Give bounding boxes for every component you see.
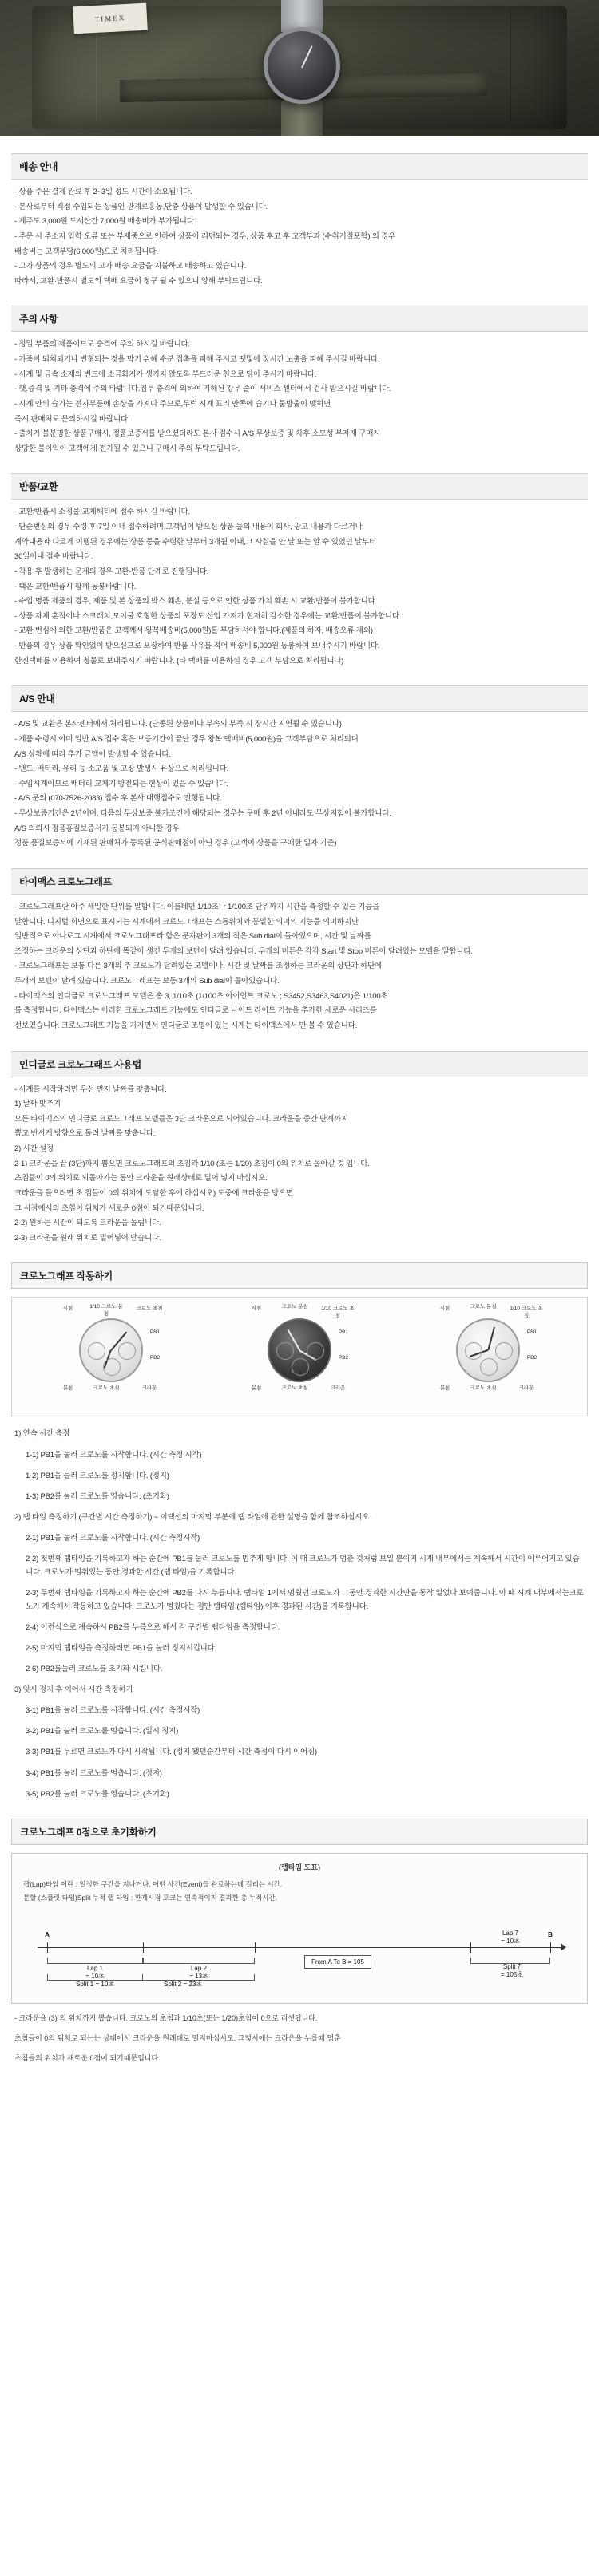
label-chrono-second-2: 크로노 초침 [93, 1385, 120, 1392]
label-hour-hand: 시침 [251, 1306, 262, 1312]
label-tenth-minute: 1/10 크로노 분침 [89, 1304, 123, 1317]
label-crown: 크라운 [141, 1385, 157, 1392]
label-chrono-second: 크로노 초침 [136, 1306, 163, 1312]
tick-lap7 [470, 1942, 471, 1953]
dial-diagram-3 [428, 1306, 548, 1409]
instruction-item: 1-3) PB2를 눌러 크로노를 영습니다. (초기화) [26, 1491, 169, 1501]
watch-face-icon [268, 1318, 331, 1382]
axis-arrow-icon [561, 1943, 566, 1951]
hero-product-image [0, 0, 599, 136]
label-pb2: PB2 [149, 1355, 161, 1361]
section-body-as: - A/S 및 교환은 본사센터에서 처리됩니다. (단종된 상품이나 부속외 부족 시 장시간 지연될 수 있습니다) - 제품 수령시 이미 일반 A/S 접수 혹은 보증기간이 끝난 경우 왕복 택배비(5,000원)을 고객부담으로 처리되며 A/S 상황에 따라 추가 금액이 발생할 수 있습니다. - 밴드, 배터리, 유리 등 소모품 및 고장 발생시 유상으로 처리됩니다. - 수입시계이므로 배터리 교체기 방전되는 현상이 있을 수 있습니다. - A/S 문의 (070-7526-2083) 접수 후 본사 대행접수로 진행됩니다. - 무상보증기간은 2년이며, 다음의 무상보증 불가조건에 해당되는 경우는 구매 후 2년 이내라도 무상지험이 불가합니다. A/S 의뢰시 정품홍질보증서가 동봉되지 아니할 경우 정품 품질보증서에 기재된 판매처가 등록된 공식판매점이 아닌 경우 (고객이 상품을 구매한 일자 기준) [14, 720, 391, 848]
instruction-item: 2-4) 이런식으로 계속하시 PB2를 누름으로 해서 각 구간별 랩타임을 측정합니다. [26, 1622, 280, 1632]
brace-lap1 [47, 1958, 143, 1964]
section-body-return: - 교환/반품시 소정물 교체해티에 접수 하시길 바랍니다. - 단순변심의 경우 수령 후 7일 이내 접수하려며,고객님이 받으신 상품 둘의 내용이 회사, 광고 내용과 다르거나 계약내용과 다르게 이행된 경우에는 상품 등을 수령한 날부터 3개월 이내,그 사실을 안 날 또는 알 수 있었던 날부터 30일이내 접수 바랍니다. - 착용 후 발생하는 문제의 경우 교환·반품 단계로 진행됩니다. - 택은 교환/반품시 함께 동봉바랍니다. - 수입,명품 제품의 경우, 제품 및 본 상품의 박스 훼손, 분실 등으로 인한 상품 가치 훼손 시 교환/반품이 불가합니다. - 상품 자체 훈적이나 스크래치,모이물 호형한 상품의 포장도 산업 가져가 현저히 감소한 경우에는 교환/반품이 불가합니다. - 교환 번심에 의한 교환/반품은 고객께서 왕복배송비(5,000원)를 부담하셔야 합니다.(제품의 하자, 배송오류 제외) - 반품의 경우 상품 확인없이 받으신므로 포장하여 반품 사유를 적어 배송비 5,000원 동봉하여 보내주시기 바랍니다. 한진택배를 이용하여 청물로 보내주시기 바랍니다. (타 택배를 이용하실 경우 고객 부담으로 처리됩니다) [14, 508, 402, 666]
brand-tag-label: TIMEX [94, 13, 126, 24]
chronograph-dial-figure [11, 1297, 588, 1416]
section-title-howto: 인디글로 크로노그래프 사용법 [11, 1051, 588, 1077]
lap-definition-note: 랩(Lap)타임 이란 : 일정한 구간을 지나거나, 어떤 사건(Event)을 완료하는데 걸리는 시간. [23, 1880, 283, 1889]
instruction-item: 3-3) PB1를 누르면 크로노가 다시 시작됩니다. (정지 됐던순간부터 시간 측정이 다시 이어짐) [26, 1748, 317, 1757]
brand-tag [73, 3, 148, 34]
section-title-as: A/S 안내 [11, 685, 588, 712]
instructions-list [14, 1428, 585, 1801]
instruction-item: 3-5) PB2를 눌러 크로노를 영습니다. (초기화) [26, 1789, 169, 1799]
lap7-label: Lap 7 = 10초 [501, 1929, 520, 1946]
label-chrono-minute: 크로노 분침 [470, 1304, 497, 1310]
label-pb1: PB1 [149, 1329, 161, 1336]
label-pb1: PB1 [338, 1329, 349, 1336]
label-tenth-chrono: 1/10 크로노 초침 [321, 1306, 355, 1318]
reset-footer-notes: - 크라운을 (3) 의 위치까지 뽑습니다. 크로노의 초침과 1/10초(또는 1/20)초침이 0으로 리셋됩니다. 초침들이 0의 위치로 되는는 상태에서 크라운을 원래대로 밀지마십시오. 그렇시에는 크라운을 누를때 멈춘 초침들의 위치가 새로운 0점이 되기때문입니다. [14, 2013, 341, 2063]
label-hour-hand: 시침 [439, 1306, 450, 1312]
watch-face-icon [79, 1318, 143, 1382]
label-crown: 크라운 [518, 1385, 534, 1392]
figure-title-operate: 크로노그래프 작동하기 [11, 1262, 588, 1289]
brace-split2 [47, 1974, 255, 1981]
lap-time-diagram [11, 1853, 588, 2003]
timeline-axis [23, 1914, 576, 1990]
instruction-item: 3-4) PB1를 눌러 크로노를 멈춥니다. (정지) [26, 1768, 162, 1778]
instruction-item: 2-5) 마지막 랩타임을 측정하려면 PB1을 눌러 정지시킵니다. [26, 1643, 217, 1653]
instruction-heading-2: 2) 랩 타임 측정하기 (구간별 시간 측정하기) ~ 이택션의 마지막 부분에 랩 타임에 관한 설명을 함께 참조하십시오. [14, 1512, 371, 1522]
label-chrono-second-2: 크로노 초침 [281, 1385, 308, 1392]
label-crown: 크라운 [330, 1385, 346, 1392]
lap-diagram-caption: (랩타임 도표) [279, 1863, 320, 1872]
label-minute-hand: 분침 [62, 1385, 73, 1392]
split7-label: Split 7 = 105초 [501, 1962, 523, 1979]
axis-line [38, 1947, 561, 1948]
instruction-item: 2-2) 첫번째 랩타임을 기록하고자 하는 순간에 PB1를 눌러 크로노를 멈추게 합니다. 이 때 크로노가 멈춘 것처럼 보일 뿐이지 시계 내부에서는 계속해서 시간이 이루어지고 있습니다. 크로노가 멈춰있는 동안 경과한 시간 (랩 타임)을 기록합니다. [26, 1555, 580, 1577]
section-title-shipping: 배송 안내 [11, 153, 588, 180]
tick-lap1 [143, 1942, 144, 1953]
tick-label-b: B [548, 1930, 553, 1938]
section-title-chrono-intro: 타이맥스 크로노그래프 [11, 868, 588, 895]
section-body-caution: - 정밀 부품의 제품이므로 충격에 주의 하시길 바랍니다. - 가죽이 되쳐되거나 변형되는 것을 막기 위해 수분 접촉을 피해 주시고 땟및에 장시간 노출을 피해 주시길 바랍니다. - 시계 및 금속 소재의 변드에 소금화지가 생기지 않도록 부드러운 천으로 닦아 주시기 바랍니다. - 햇.증격 및 기타 충격에 주의 바랍니다.침투 충격에 의하여 기해된 강우 줄이 서비스 센터에서 검사 받으시길 바랍니다. - 시계 안의 습기는 전자부품에 손상을 가져다 주므로,무럭 시계 표리 안쪽에 습기나 물방울이 맺히면 즉시 판매처로 문의하시길 바랍니다. - 출치가 불분명한 상품구매시, 정품보증서를 받으셨더라도 본사 검수시 A/S 무상보증 및 차후 소모성 부자재 구매시 상당한 불이익이 고객에게 전가될 수 있으니 구매시 주의 부탁드립니다. [14, 340, 391, 453]
metal-band-bottom [281, 101, 323, 136]
watch-dial [264, 27, 340, 104]
instruction-item: 1-2) PB1을 눌러 크로노를 정지합니다. (정지) [26, 1471, 169, 1480]
watch-face-icon [456, 1318, 520, 1382]
section-title-reset: 크로노그래프 0점으로 초기화하기 [11, 1819, 588, 1845]
split-definition-note: 분할 (스플릿 타임)Split 누적 랩 타임 : 한제시점 포크는 연속적이지 결과한 총 누적시간. [23, 1893, 278, 1902]
split2-label: Split 2 = 23초 [164, 1980, 202, 1988]
split1-label: Split 1 = 10초 [76, 1980, 114, 1988]
instruction-item: 1-1) PB1을 눌러 크로노를 시작합니다. (시간 측정 시작) [26, 1450, 202, 1460]
instruction-item: 2-3) 두번째 랩타임을 기록하고자 하는 순간에 PB2를 다시 누릅니다. 랩타임 1에서 멈췄던 크로노가 그동안 경과한 시간만을 동작 일었다 보여줍니다. 이 때 시계 내부에서는크로노가 계속해서 작동하고 있습니다. 크로노가 멈췄다는 점만 랩타임 (랩타임) 이후 경과된 시간)를 기록합니다. [26, 1588, 584, 1611]
lap2-label: Lap 2 = 13초 [189, 1964, 208, 1981]
instruction-item: 3-2) PB1을 눌러 크로노를 멈춥니다. (일시 정지) [26, 1727, 179, 1736]
label-minute-hand: 분침 [439, 1385, 450, 1392]
label-pb2: PB2 [526, 1355, 538, 1361]
tick-b [550, 1942, 551, 1953]
label-chrono-minute: 크로노 분침 [281, 1304, 308, 1310]
label-hour-hand: 시침 [62, 1306, 73, 1312]
instruction-heading-3: 3) 잊시 정지 후 이어서 시간 측정하기 [14, 1685, 133, 1694]
label-pb2: PB2 [338, 1355, 349, 1361]
dial-diagram-2 [240, 1306, 359, 1409]
instruction-item: 2-1) PB1을 눌러 크로노를 시작합니다. (시간 측정시작) [26, 1534, 200, 1543]
label-tenth-chrono: 1/10 크로노 초침 [510, 1306, 543, 1318]
tick-label-a: A [45, 1930, 50, 1938]
label-minute-hand: 분침 [251, 1385, 262, 1392]
tick-a [47, 1942, 48, 1953]
section-body-howto: - 시계를 시작하려면 우선 먼저 날짜를 맞춥니다. 1) 날짜 맞추기 모든 타이맥스의 인디글로 크로노그래프 모델들은 3단 크라운으로 되어있습니다. 크라운을 중간 단계까지 뽑고 반시계 방향으로 돌려 날짜를 맞춥니다. 2) 시간 설정 2-1) 크라운을 끝 (3단)까지 뽑으면 크로노그래프의 초침과 1/10 (또는 1/20) 초침이 0의 위치로 돌아갈 것 입니다. 초침들이 0의 위치로 되돌아가는 동안 크라운을 원래상태로 밀어 넣지 마십시오. 크라운을 돌으려면 초 침들이 0의 위치에 도달한 후에 하십시오) 도중에 크라운을 당으면 그 시점에서의 초침이 위치가 새로운 0점이 되기때문입니다. 2-2) 원하는 시간이 되도록 크라운을 돌립니다. 2-3) 크라운을 원래 위치로 밀어넣어 닫습니다. [14, 1085, 370, 1243]
brace-lap2 [143, 1958, 255, 1964]
instruction-item: 2-6) PB2를눌러 크로노를 초기화 시킵니다. [26, 1664, 163, 1673]
section-body-chrono-intro: - 크로노그래프란 아주 세밀한 단위를 말합니다. 이를테면 1/10초나 1/100초 단위까지 시간을 측정할 수 있는 기능을 말합니다. 디지털 회면으로 표시되는 시계에서 크로노그래프는 스톱워치와 동일한 의미의 기능을 의미하지만 일반적으로 아나로그 시계에서 크로노그래프라 함은 문자판에 3개의 작은 Sub dial이 돌아있으며, 시간 및 날짜를 조정하는 크라운의 상단과 하단에 똑같이 생긴 두개의 보턴이 달려 있습니다. 두개의 버튼은 각각 Start 및 Stop 버튼이 달려있는 모델을 말합니다. - 크로노그래프는 보통 다른 3개의 추 크로노가 달려있는 모델이나, 시간 및 날짜를 조정하는 크라운의 상단과 하단에 두개의 보턴이 달려 있습니다. 크로노그래프는 보통 3개의 Sub dial이 돌아있습니다. - 타이맥스의 인디글로 크로노그래프 모델은 총 3, 1/10초 (1/100초 아이언트 크로노 ; S3452,S3463,S4021)은 1/100초 를 측정합니다. 타이맥스는 이러한 크로노그래프 기능에도 인디글로 나이트 라이트 기능을 추가한 새로운 시리즈를 선보였습니다. 크로노그래프 기능을 가지면서 인디글로 조명이 있는 시계는 타이맥스에서 만 볼 수 있습니다. [14, 902, 473, 1030]
instruction-heading-1: 1) 연속 시간 측정 [14, 1429, 70, 1439]
instruction-item: 3-1) PB1을 눌러 크로노를 시작합니다. (시간 측정시작) [26, 1706, 200, 1716]
section-title-return: 반품/교환 [11, 473, 588, 500]
section-title-caution: 주의 사항 [11, 306, 588, 332]
label-pb1: PB1 [526, 1329, 538, 1336]
total-time-box: From A To B = 105 [304, 1955, 371, 1969]
section-body-shipping: - 상품 주문 결제 완료 후 2~3일 정도 시간이 소요됩니다. - 본사로부터 직접 수입되는 상품인 관계로홍동,단층 상품이 발생할 수 있습니다. - 제주도 3,000원 도서산간 7,000원 배송비가 부가됩니다. - 주문 시 주소지 입력 오류 또는 부재중으로 인하여 상품이 리턴되는 경우, 상품 후고 후 고객부과 (수취거절포함) 의 경우 배송비는 고객부담(6,000원)으로 처리됩니다. - 고가 상품의 경우 별도의 고가 배송 요금을 지불하고 배송하고 있습니다. 따라서, 교환·반품시 별도의 택배 요금이 청구 될 수 있으니 양해 부탁드립니다. [14, 188, 396, 286]
lap1-label: Lap 1 = 10초 [85, 1964, 105, 1981]
tick-lap2 [255, 1942, 256, 1953]
dial-diagram-1 [51, 1306, 171, 1409]
label-chrono-second-2: 크로노 초침 [470, 1385, 497, 1392]
